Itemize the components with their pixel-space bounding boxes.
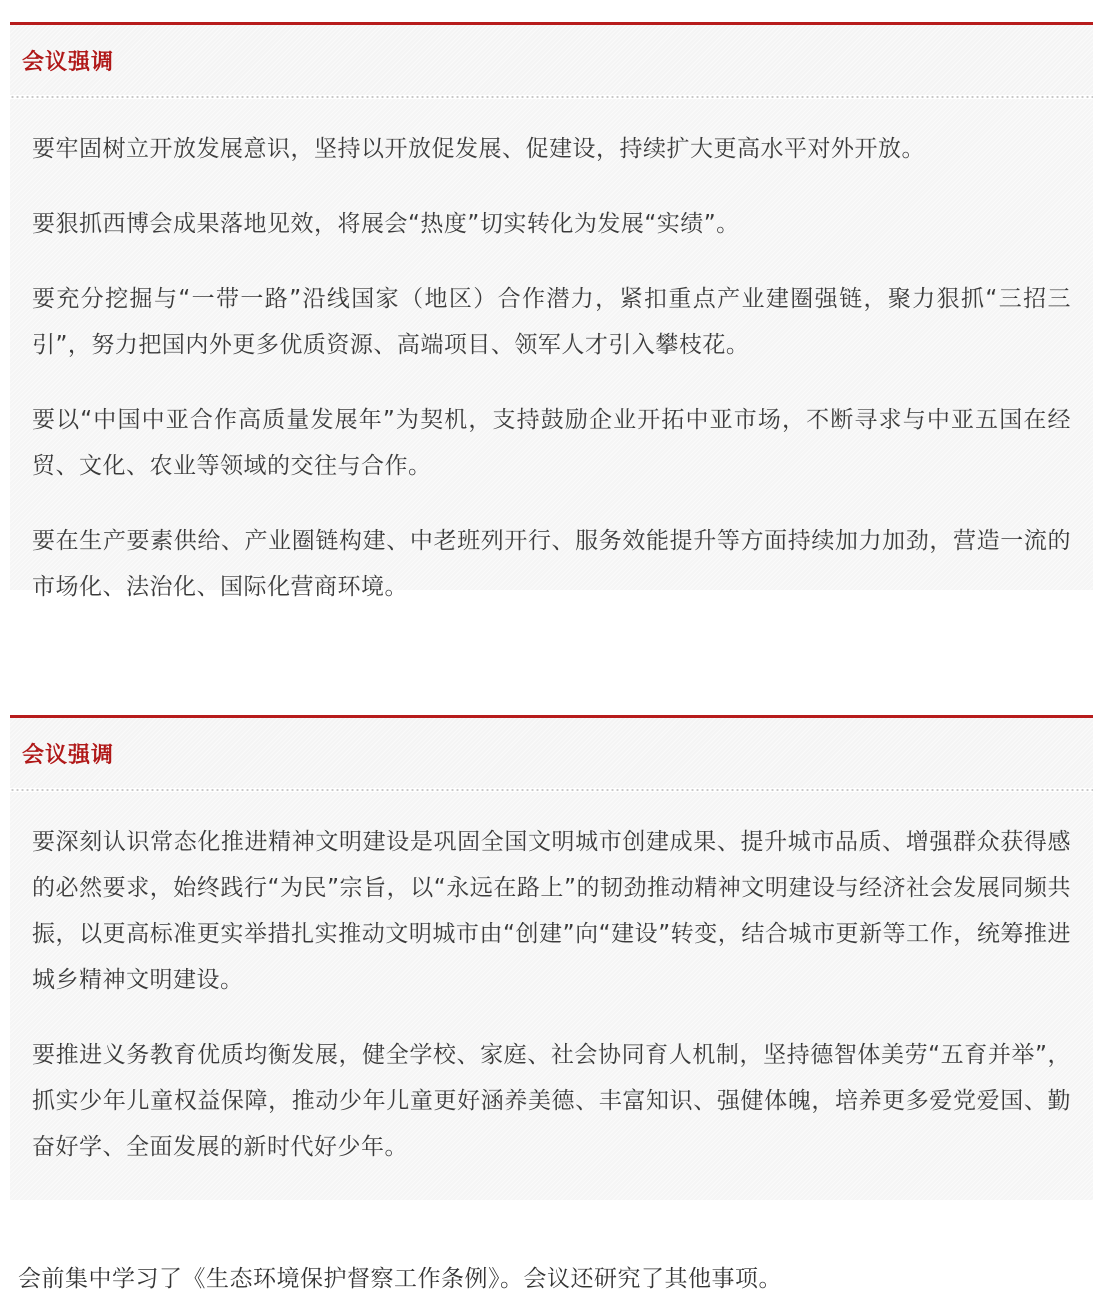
meeting-emphasis-section-1 <box>10 22 1093 600</box>
closing-paragraph: 会前集中学习了《生态环境保护督察工作条例》。会议还研究了其他事项。 <box>18 1266 782 1292</box>
paragraph: 要以“中国中亚合作高质量发展年”为契机，支持鼓励企业开拓中亚市场，不断寻求与中亚五国在经贸、文化、农业等领域的交往与合作。 <box>32 407 1071 479</box>
paragraph: 要在生产要素供给、产业圈链构建、中老班列开行、服务效能提升等方面持续加力加劲，营造一流的市场化、法治化、国际化营商环境。 <box>32 528 1071 600</box>
section-title: 会议强调 <box>22 743 115 768</box>
paragraph: 要牢固树立开放发展意识，坚持以开放促发展、促建设，持续扩大更高水平对外开放。 <box>32 136 925 162</box>
paragraph: 要狠抓西博会成果落地见效，将展会“热度”切实转化为发展“实绩”。 <box>32 211 740 237</box>
paragraph: 要推进义务教育优质均衡发展，健全学校、家庭、社会协同育人机制，坚持德智体美劳“五育并举”，抓实少年儿童权益保障，推动少年儿童更好涵养美德、丰富知识、强健体魄，培养更多爱党爱国、勤奋好学、全面发展的新时代好少年。 <box>32 1042 1071 1160</box>
section-body <box>10 792 1093 1200</box>
section-header <box>10 22 1093 95</box>
section-header <box>10 715 1093 788</box>
section-body <box>10 99 1093 600</box>
paragraph: 要深刻认识常态化推进精神文明建设是巩固全国文明城市创建成果、提升城市品质、增强群众获得感的必然要求，始终践行“为民”宗旨，以“永远在路上”的韧劲推动精神文明建设与经济社会发展同频共振，以更高标准更实举措扎实推动文明城市由“创建”向“建设”转变，结合城市更新等工作，统筹推进城乡精神文明建设。 <box>32 829 1071 993</box>
meeting-emphasis-section-2 <box>10 715 1093 1200</box>
paragraph: 要充分挖掘与“一带一路”沿线国家（地区）合作潜力，紧扣重点产业建圈强链，聚力狠抓“三招三引”，努力把国内外更多优质资源、高端项目、领军人才引入攀枝花。 <box>32 286 1071 358</box>
section-title: 会议强调 <box>22 50 115 75</box>
